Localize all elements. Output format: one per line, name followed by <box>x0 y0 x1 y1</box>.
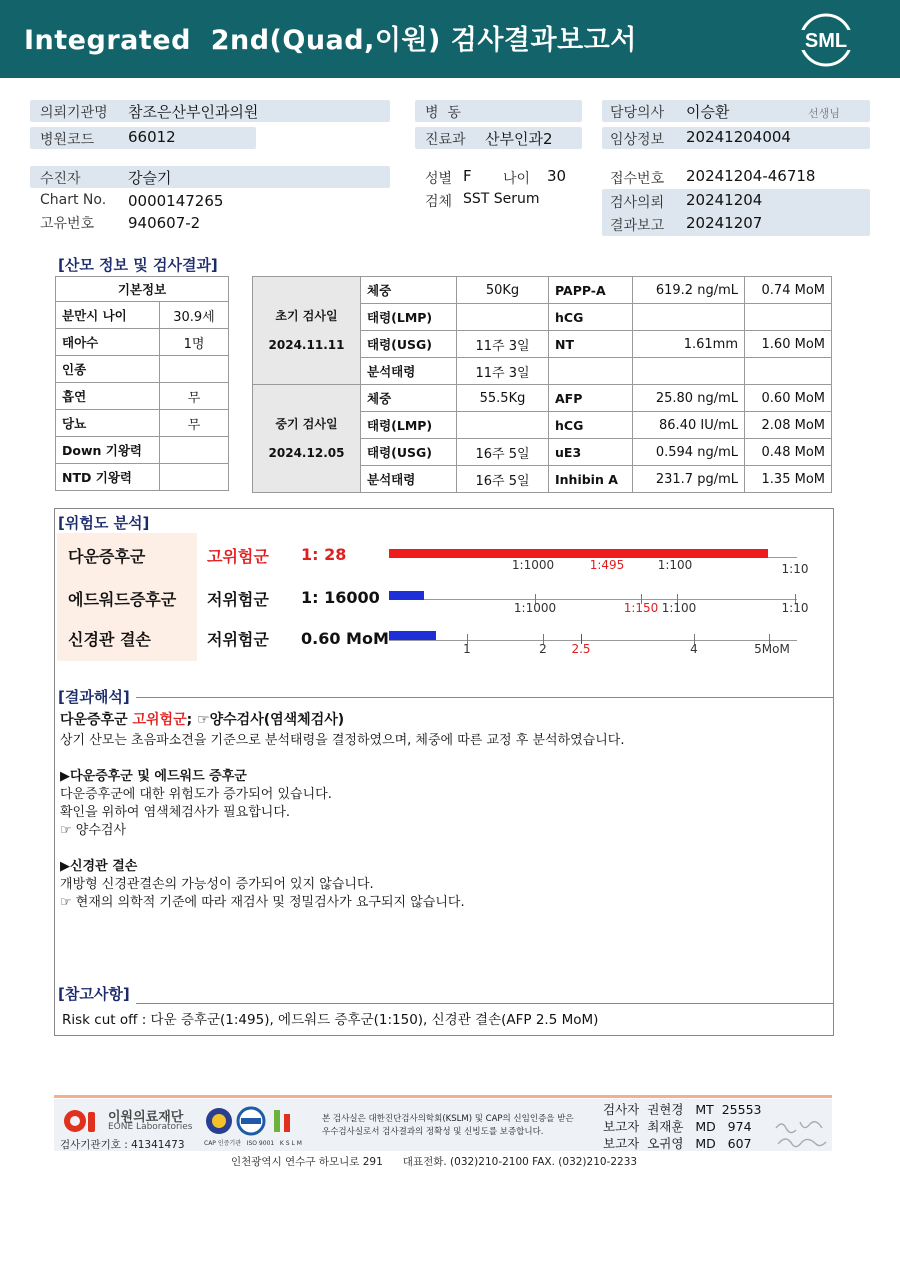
doctor-value: 이승환 <box>686 103 730 121</box>
basic-value <box>160 356 229 383</box>
edwards-cutoff-label: 1:150 <box>623 601 659 615</box>
exam1-cell <box>253 277 361 385</box>
basic-label: 당뇨 <box>56 410 160 437</box>
report-header <box>0 0 900 78</box>
ntd-risk-name: 신경관 결손 <box>68 630 151 649</box>
table-row <box>56 329 229 356</box>
exam-value: 50Kg <box>457 277 549 304</box>
basic-label: 흡연 <box>56 383 160 410</box>
table-row <box>253 277 832 304</box>
exam-value: 11주 3일 <box>457 358 549 385</box>
org-code: 검사기관기호 : 41341473 <box>60 1139 185 1151</box>
age-label: 나이 <box>503 171 531 187</box>
org-sub: EONE Laboratories <box>108 1122 193 1132</box>
table-row <box>253 385 832 412</box>
institution-label: 의뢰기관명 <box>40 105 108 121</box>
marker-result: 1.61mm <box>633 331 745 358</box>
footer-notice: 본 검사실은 대한진단검사의학회(KSLM) 및 CAP의 신임인증을 받은 <box>322 1114 574 1124</box>
marker-mom <box>745 358 832 385</box>
interp-headline-a: 다운증후군 <box>60 712 133 728</box>
marker-name: hCG <box>549 412 633 439</box>
marker-result <box>633 304 745 331</box>
marker-mom: 0.74 MoM <box>745 277 832 304</box>
dept-value: 산부인과2 <box>485 130 553 148</box>
staff-row <box>603 1118 761 1135</box>
marker-mom: 0.60 MoM <box>745 385 832 412</box>
staff-name: 권현경 <box>647 1102 684 1117</box>
edwards-scale-axis <box>389 599 797 600</box>
ntd-tick-label: 5MoM <box>754 642 790 656</box>
exam2-cell <box>253 385 361 493</box>
reception-label: 접수번호 <box>610 171 665 187</box>
staff-cred: MD 974 <box>695 1119 752 1134</box>
report-date-value: 20241207 <box>686 214 763 232</box>
marker-mom: 1.35 MoM <box>745 466 832 493</box>
basic-value: 30.9세 <box>160 302 229 329</box>
sex-value: F <box>463 167 472 185</box>
basic-label: 인종 <box>56 356 160 383</box>
exam-item: 태령(USG) <box>361 439 457 466</box>
interp-line: 상기 산모는 초음파소견을 기준으로 분석태령을 결정하였으며, 체중에 따른 교정 후 분석하였습니다. <box>60 733 625 748</box>
interp-subhead: ▶다운증후군 및 에드워드 증후군 <box>60 769 247 784</box>
chart-label: Chart No. <box>40 192 107 208</box>
interp-headline-risk: 고위험군 <box>132 712 187 728</box>
marker-mom: 0.48 MoM <box>745 439 832 466</box>
marker-mom: 1.60 MoM <box>745 331 832 358</box>
marker-result: 25.80 ng/mL <box>633 385 745 412</box>
exam1-date: 2024.11.11 <box>268 337 345 352</box>
basic-label: NTD 기왕력 <box>56 464 160 491</box>
table-row <box>56 464 229 491</box>
exam-value: 11주 3일 <box>457 331 549 358</box>
interp-line: 확인을 위하여 염색체검사가 필요합니다. <box>60 805 291 820</box>
clinical-value: 20241204004 <box>686 128 791 146</box>
down-risk-level: 고위험군 <box>207 547 269 566</box>
patient-pill <box>30 166 390 188</box>
marker-name: Inhibin A <box>549 466 633 493</box>
marker-name: uE3 <box>549 439 633 466</box>
request-value: 20241204 <box>686 191 763 209</box>
hospital-code-label: 병원코드 <box>40 132 95 148</box>
staff-role: 보고자 <box>603 1119 640 1134</box>
signature-icon <box>772 1116 836 1152</box>
specimen-value: SST Serum <box>463 191 540 207</box>
basic-value: 1명 <box>160 329 229 356</box>
interp-line: 개방형 신경관결손의 가능성이 증가되어 있지 않습니다. <box>60 877 374 892</box>
request-label: 검사의뢰 <box>610 195 665 211</box>
staff-cred: MT 25553 <box>695 1102 762 1117</box>
basic-label: Down 기왕력 <box>56 437 160 464</box>
basic-info-table <box>55 276 229 491</box>
footer-notice: 우수검사실로서 검사결과의 정확성 및 신빙도를 보증합니다. <box>322 1127 544 1137</box>
specimen-label: 검체 <box>425 194 453 210</box>
marker-result: 86.40 IU/mL <box>633 412 745 439</box>
dept-label: 진료과 <box>425 132 466 148</box>
ref-divider <box>136 1003 834 1004</box>
staff-role: 보고자 <box>603 1136 640 1151</box>
interp-divider <box>136 697 834 698</box>
exam-value: 16주 5일 <box>457 439 549 466</box>
edwards-tick-label: 1:10 <box>781 601 809 615</box>
edwards-risk-bar <box>389 591 424 600</box>
footer-accent-line <box>54 1095 832 1098</box>
basic-info-header: 기본정보 <box>56 277 229 302</box>
patient-label: 수진자 <box>40 171 81 187</box>
basic-value <box>160 437 229 464</box>
down-tick-label: 1:100 <box>657 558 693 572</box>
staff-row <box>603 1135 761 1152</box>
exam-item: 태령(USG) <box>361 331 457 358</box>
edwards-risk-name: 에드워드증후군 <box>68 590 177 609</box>
clinical-label: 임상정보 <box>610 132 665 148</box>
id-value: 940607-2 <box>128 214 201 232</box>
sex-label: 성별 <box>425 171 453 187</box>
exam-results-table <box>252 276 832 493</box>
exam-value <box>457 412 549 439</box>
chart-value: 0000147265 <box>128 192 224 210</box>
exam-item: 체중 <box>361 277 457 304</box>
marker-name <box>549 358 633 385</box>
table-row <box>56 410 229 437</box>
table-row <box>56 383 229 410</box>
basic-label: 태아수 <box>56 329 160 356</box>
staff-name: 오귀영 <box>647 1136 684 1151</box>
institution-value: 참조은산부인과의원 <box>128 103 259 121</box>
sml-logo-text: SML <box>804 30 848 52</box>
ntd-tick-label: 1 <box>463 642 471 656</box>
table-row <box>56 356 229 383</box>
cert-caption: CAP 인증기관 ISO 9001 K S L M <box>204 1140 302 1147</box>
staff-role: 검사자 <box>603 1102 640 1117</box>
exam1-label: 초기 검사일 <box>275 308 338 323</box>
ntd-risk-level: 저위험군 <box>207 630 269 649</box>
ntd-risk-scale <box>389 628 799 660</box>
marker-name: PAPP-A <box>549 277 633 304</box>
id-label: 고유번호 <box>40 216 95 232</box>
interp-line: ☞ 양수검사 <box>60 823 127 838</box>
exam-item: 태령(LMP) <box>361 412 457 439</box>
interp-subhead: ▶신경관 결손 <box>60 859 138 874</box>
ward-label: 병 동 <box>425 105 461 121</box>
exam2-date: 2024.12.05 <box>268 445 345 460</box>
interp-line: 다운증후군에 대한 위험도가 증가되어 있습니다. <box>60 787 332 802</box>
edwards-risk-level: 저위험군 <box>207 590 269 609</box>
doctor-suffix: 선생님 <box>808 107 840 120</box>
org-name: 이원의료재단 <box>108 1110 184 1125</box>
exam-value <box>457 304 549 331</box>
reception-value: 20241204-46718 <box>686 167 816 185</box>
exam-value: 55.5Kg <box>457 385 549 412</box>
marker-result <box>633 358 745 385</box>
age-value: 30 <box>547 167 567 185</box>
doctor-label: 담당의사 <box>610 105 665 121</box>
marker-mom <box>745 304 832 331</box>
down-risk-bar <box>389 549 768 558</box>
edwards-risk-value: 1: 16000 <box>301 588 380 607</box>
edwards-tick-label: 1:1000 <box>513 601 557 615</box>
basic-label: 분만시 나이 <box>56 302 160 329</box>
ref-text: Risk cut off : 다운 증후군(1:495), 에드워드 증후군(1:150), 신경관 결손(AFP 2.5 MoM) <box>62 1012 599 1028</box>
report-title: Integrated 2nd(Quad,이원) 검사결과보고서 <box>24 25 637 56</box>
staff-name: 최재훈 <box>647 1119 684 1134</box>
edwards-tick-label: 1:100 <box>661 601 697 615</box>
down-risk-scale <box>389 545 809 577</box>
marker-name: hCG <box>549 304 633 331</box>
interp-headline <box>60 709 344 729</box>
report-date-label: 결과보고 <box>610 218 665 234</box>
table-row <box>56 302 229 329</box>
down-risk-name: 다운증후군 <box>68 547 146 566</box>
marker-result: 231.7 pg/mL <box>633 466 745 493</box>
sml-logo-icon <box>794 12 858 68</box>
basic-value: 무 <box>160 410 229 437</box>
marker-name: NT <box>549 331 633 358</box>
marker-name: AFP <box>549 385 633 412</box>
ref-section-title: [참고사항] <box>58 985 130 1003</box>
marker-result: 619.2 ng/mL <box>633 277 745 304</box>
ntd-cutoff-label: 2.5 <box>571 642 591 656</box>
exam2-label: 중기 검사일 <box>275 416 338 431</box>
staff-cred: MD 607 <box>695 1136 752 1151</box>
exam-value: 16주 5일 <box>457 466 549 493</box>
edwards-risk-scale <box>389 588 809 620</box>
maternal-section-title: [산모 정보 및 검사결과] <box>58 256 218 274</box>
ntd-risk-bar <box>389 631 436 640</box>
exam-item: 태령(LMP) <box>361 304 457 331</box>
marker-result: 0.594 ng/mL <box>633 439 745 466</box>
hospital-code-value: 66012 <box>128 128 176 146</box>
basic-value: 무 <box>160 383 229 410</box>
table-row <box>56 437 229 464</box>
down-cutoff-label: 1:495 <box>589 558 625 572</box>
ntd-tick-label: 2 <box>539 642 547 656</box>
ntd-tick-label: 4 <box>690 642 698 656</box>
down-risk-value: 1: 28 <box>301 545 347 564</box>
risk-section-title: [위험도 분석] <box>58 514 150 532</box>
eone-logo-icon <box>62 1106 104 1136</box>
exam-item: 분석태령 <box>361 358 457 385</box>
exam-item: 분석태령 <box>361 466 457 493</box>
interp-line: ☞ 현재의 의학적 기준에 따라 재검사 및 정밀검사가 요구되지 않습니다. <box>60 895 465 910</box>
staff-list <box>603 1101 761 1152</box>
down-tick-label: 1:10 <box>781 562 809 576</box>
interp-headline-c: ; ☞양수검사(염색체검사) <box>186 712 345 728</box>
down-tick-label: 1:1000 <box>511 558 555 572</box>
certification-logos-icon <box>204 1106 298 1136</box>
basic-value <box>160 464 229 491</box>
ntd-scale-axis <box>389 640 797 641</box>
footer-address: 인천광역시 연수구 하모니로 291 대표전화. (032)210-2100 FAX. (032)210-2233 <box>231 1156 638 1168</box>
exam-item: 체중 <box>361 385 457 412</box>
patient-value: 강슬기 <box>128 169 172 187</box>
ntd-risk-value: 0.60 MoM <box>301 629 389 648</box>
staff-row <box>603 1101 761 1118</box>
interp-section-title: [결과해석] <box>58 688 130 706</box>
marker-mom: 2.08 MoM <box>745 412 832 439</box>
